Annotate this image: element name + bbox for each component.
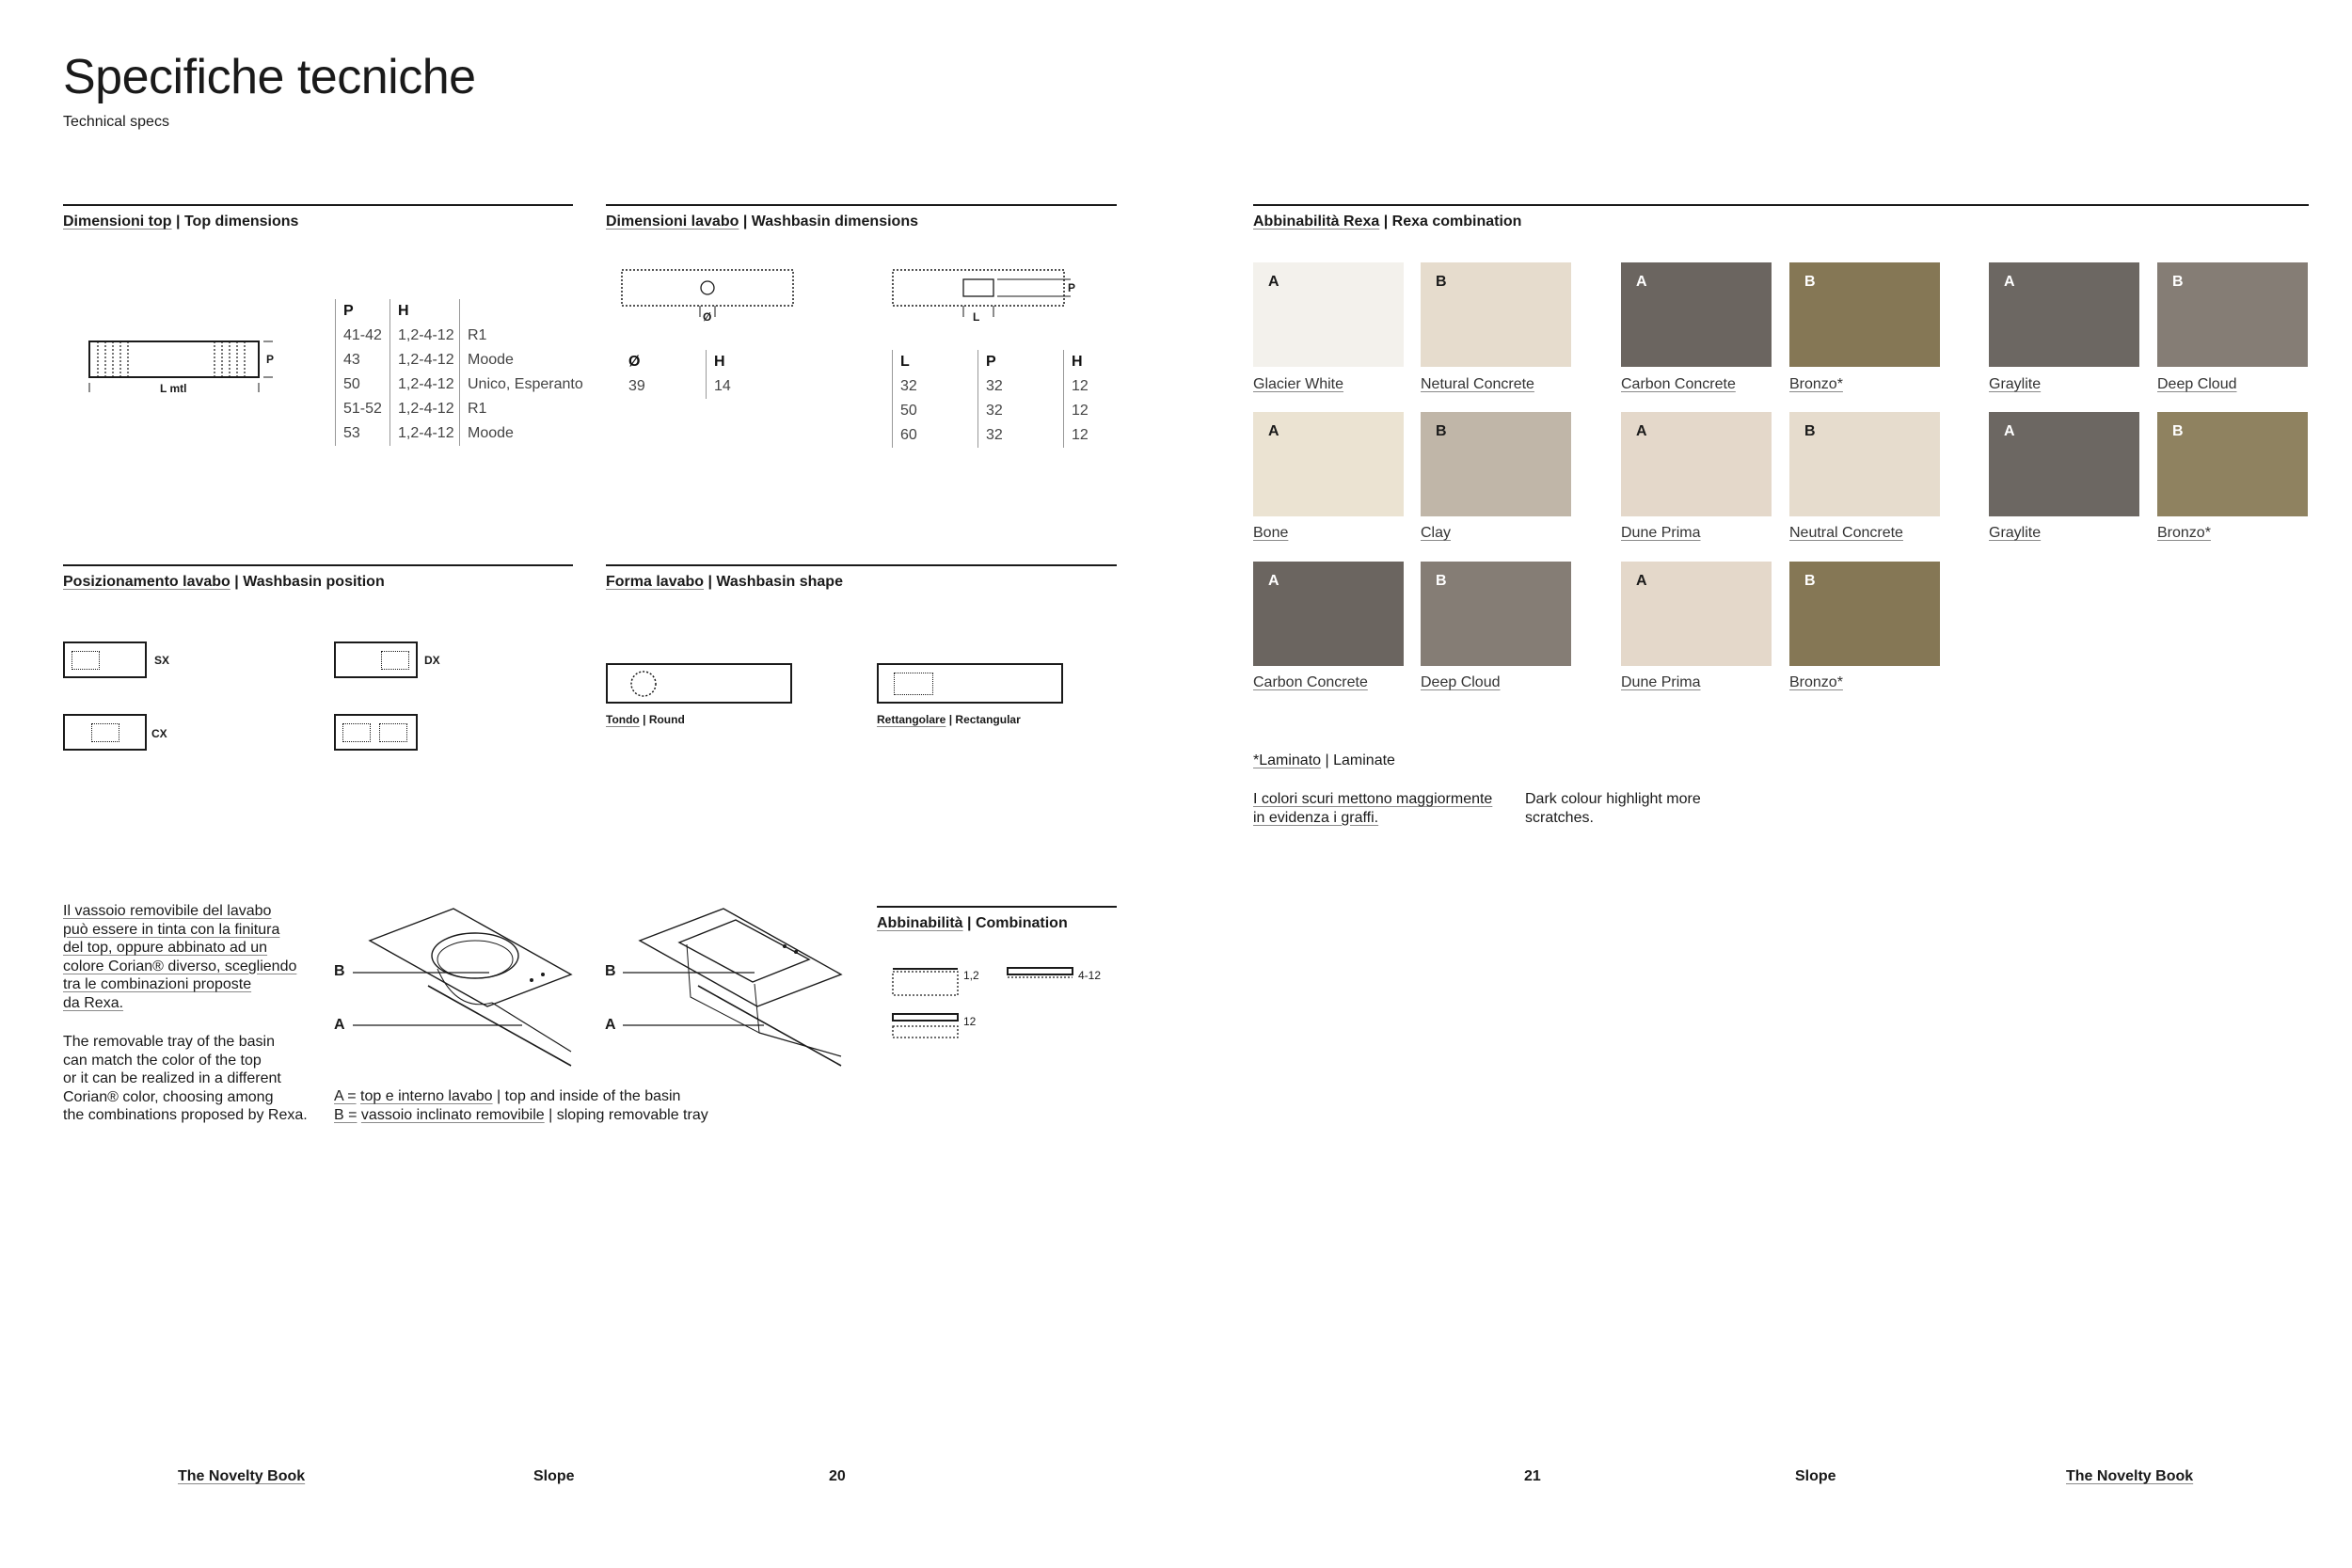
table-cell: 1,2-4-12 bbox=[398, 352, 454, 368]
swatch-name: Bronzo* bbox=[1789, 674, 1843, 690]
table-header: L bbox=[900, 354, 910, 370]
table-cell: 1,2-4-12 bbox=[398, 327, 454, 343]
section-washbasin-shape: Forma lavabo | Washbasin shape bbox=[606, 574, 843, 590]
swatch-bronzo: B bbox=[1789, 262, 1940, 367]
swatch-graylite: A bbox=[1989, 412, 2139, 516]
swatch-name: Netural Concrete bbox=[1421, 376, 1534, 392]
table-cell: 41-42 bbox=[343, 327, 382, 343]
section-basin-dimensions: Dimensioni lavabo | Washbasin dimensions bbox=[606, 214, 918, 230]
swatch-name: Graylite bbox=[1989, 376, 2042, 392]
page-subtitle: Technical specs bbox=[63, 114, 169, 130]
swatch-name: Deep Cloud bbox=[2157, 376, 2237, 392]
swatch-carbon-concrete: A bbox=[1621, 262, 1772, 367]
table-header: P bbox=[986, 354, 996, 370]
table-cell: 32 bbox=[900, 378, 917, 394]
position-double-diagram bbox=[334, 714, 418, 751]
tray-text-it: Il vassoio removibile del lavabo può essere in tinta con la finitura del top, oppure abbinato ad un colore Corian® diverso, scegliendo tra le combinazioni proposte da Rexa. bbox=[63, 903, 297, 1011]
table-cell: 60 bbox=[900, 427, 917, 443]
footer-book-left: The Novelty Book bbox=[178, 1468, 306, 1484]
table-cell: 14 bbox=[714, 378, 731, 394]
swatch-name: Neutral Concrete bbox=[1789, 525, 1903, 541]
section-top-dimensions: Dimensioni top | Top dimensions bbox=[63, 214, 299, 230]
combo-1-2-label: 1,2 bbox=[963, 969, 979, 982]
round-basin-table bbox=[621, 350, 762, 406]
swatch-name: Dune Prima bbox=[1621, 674, 1701, 690]
table-cell: R1 bbox=[468, 401, 487, 417]
swatch-name: Dune Prima bbox=[1621, 525, 1701, 541]
rect-p-label: P bbox=[1068, 281, 1076, 294]
rule-combination bbox=[877, 906, 1117, 908]
table-cell: Moode bbox=[468, 425, 514, 441]
table-header: P bbox=[343, 303, 354, 319]
table-header: H bbox=[398, 303, 409, 319]
swatch-name: Carbon Concrete bbox=[1253, 674, 1368, 690]
shape-round-diagram bbox=[606, 663, 792, 704]
swatch-bronzo: B bbox=[1789, 562, 1940, 666]
table-cell: 12 bbox=[1072, 403, 1089, 419]
tray1-label-b: B bbox=[334, 963, 345, 979]
table-cell: Unico, Esperanto bbox=[468, 376, 583, 392]
table-cell: 1,2-4-12 bbox=[398, 376, 454, 392]
swatch-name: Deep Cloud bbox=[1421, 674, 1501, 690]
swatch-deep-cloud: B bbox=[1421, 562, 1571, 666]
tray-text-en: The removable tray of the basin can match the color of the top or it can be realized in a different Corian® color, choosing among the combinations proposed by Rexa. bbox=[63, 1034, 308, 1123]
laminate-note: *Laminato | Laminate bbox=[1253, 752, 1395, 768]
table-header: H bbox=[1072, 354, 1083, 370]
swatch-clay: B bbox=[1421, 412, 1571, 516]
legend-b: B = vassoio inclinato removibile | sloping removable tray bbox=[334, 1107, 708, 1123]
tray1-label-a: A bbox=[334, 1017, 345, 1033]
position-dx-label: DX bbox=[424, 654, 440, 667]
top-l-label: L mtl bbox=[160, 382, 187, 395]
top-dimensions-table bbox=[335, 299, 589, 440]
table-cell: 50 bbox=[900, 403, 917, 419]
rect-basin-tray-diagram bbox=[604, 901, 844, 1066]
rule-rexa bbox=[1253, 204, 2309, 206]
table-cell: 43 bbox=[343, 352, 360, 368]
footer-book-right: The Novelty Book bbox=[2066, 1468, 2194, 1484]
tray2-label-a: A bbox=[605, 1017, 616, 1033]
table-cell: 50 bbox=[343, 376, 360, 392]
swatch-bronzo: B bbox=[2157, 412, 2308, 516]
swatch-neutral-concrete: B bbox=[1789, 412, 1940, 516]
table-cell: R1 bbox=[468, 327, 487, 343]
swatch-dune-prima: A bbox=[1621, 562, 1772, 666]
table-cell: 39 bbox=[628, 378, 645, 394]
footer-product-right: Slope bbox=[1795, 1468, 1836, 1484]
position-cx-diagram bbox=[63, 714, 147, 751]
tray2-label-b: B bbox=[605, 963, 616, 979]
swatch-glacier-white: A bbox=[1253, 262, 1404, 367]
table-cell: 32 bbox=[986, 403, 1003, 419]
swatch-name: Graylite bbox=[1989, 525, 2042, 541]
table-cell: 32 bbox=[986, 427, 1003, 443]
rule-basin-dim bbox=[606, 204, 1117, 206]
section-rexa-combination: Abbinabilità Rexa | Rexa combination bbox=[1253, 214, 1522, 230]
swatch-dune-prima: A bbox=[1621, 412, 1772, 516]
swatch-name: Bronzo* bbox=[1789, 376, 1843, 392]
rule-top-dim bbox=[63, 204, 573, 206]
swatch-carbon-concrete: A bbox=[1253, 562, 1404, 666]
legend-a: A = top e interno lavabo | top and inside of the basin bbox=[334, 1088, 681, 1104]
table-cell: 1,2-4-12 bbox=[398, 425, 454, 441]
table-header: H bbox=[714, 354, 725, 370]
combo-1-2-diagram bbox=[892, 967, 960, 999]
table-header: Ø bbox=[628, 354, 641, 370]
shape-round-label: Tondo | Round bbox=[606, 713, 685, 726]
table-cell: 32 bbox=[986, 378, 1003, 394]
swatch-deep-cloud: B bbox=[2157, 262, 2308, 367]
swatch-name: Glacier White bbox=[1253, 376, 1344, 392]
position-sx-diagram bbox=[63, 641, 147, 678]
swatch-bone: A bbox=[1253, 412, 1404, 516]
position-sx-label: SX bbox=[154, 654, 170, 667]
section-washbasin-position: Posizionamento lavabo | Washbasin position bbox=[63, 574, 385, 590]
section-combination: Abbinabilità | Combination bbox=[877, 915, 1068, 931]
combo-4-12-diagram bbox=[1007, 967, 1074, 982]
combo-12-label: 12 bbox=[963, 1015, 977, 1028]
swatch-name: Bronzo* bbox=[2157, 525, 2211, 541]
round-basin-tray-diagram bbox=[334, 901, 574, 1066]
rule-shape bbox=[606, 564, 1117, 566]
combo-4-12-label: 4-12 bbox=[1078, 969, 1102, 982]
page-title: Specifiche tecniche bbox=[63, 50, 476, 104]
shape-rect-label: Rettangolare | Rectangular bbox=[877, 713, 1021, 726]
position-dx-diagram bbox=[334, 641, 418, 678]
footer-product-left: Slope bbox=[533, 1468, 575, 1484]
swatch-netural-concrete: B bbox=[1421, 262, 1571, 367]
shape-rect-diagram bbox=[877, 663, 1063, 704]
table-cell: 53 bbox=[343, 425, 360, 441]
swatch-name: Clay bbox=[1421, 525, 1452, 541]
table-cell: 12 bbox=[1072, 378, 1089, 394]
rect-basin-diagram bbox=[892, 268, 1080, 325]
footer-page-right: 21 bbox=[1524, 1468, 1541, 1484]
table-cell: 1,2-4-12 bbox=[398, 401, 454, 417]
swatch-graylite: A bbox=[1989, 262, 2139, 367]
top-p-label: P bbox=[266, 353, 275, 366]
round-diam-label: Ø bbox=[703, 310, 712, 324]
combo-12-diagram bbox=[892, 1013, 960, 1041]
dark-note-it: I colori scuri mettono maggiormente in evidenza i graffi. bbox=[1253, 791, 1493, 826]
table-cell: 51-52 bbox=[343, 401, 382, 417]
position-cx-label: CX bbox=[151, 727, 167, 740]
table-cell: Moode bbox=[468, 352, 514, 368]
rect-basin-table bbox=[892, 350, 1118, 453]
swatch-name: Carbon Concrete bbox=[1621, 376, 1736, 392]
footer-page-left: 20 bbox=[829, 1468, 846, 1484]
swatch-name: Bone bbox=[1253, 525, 1289, 541]
dark-note-en: Dark colour highlight more scratches. bbox=[1525, 791, 1701, 826]
table-cell: 12 bbox=[1072, 427, 1089, 443]
rule-position bbox=[63, 564, 573, 566]
rect-l-label: L bbox=[973, 310, 980, 324]
